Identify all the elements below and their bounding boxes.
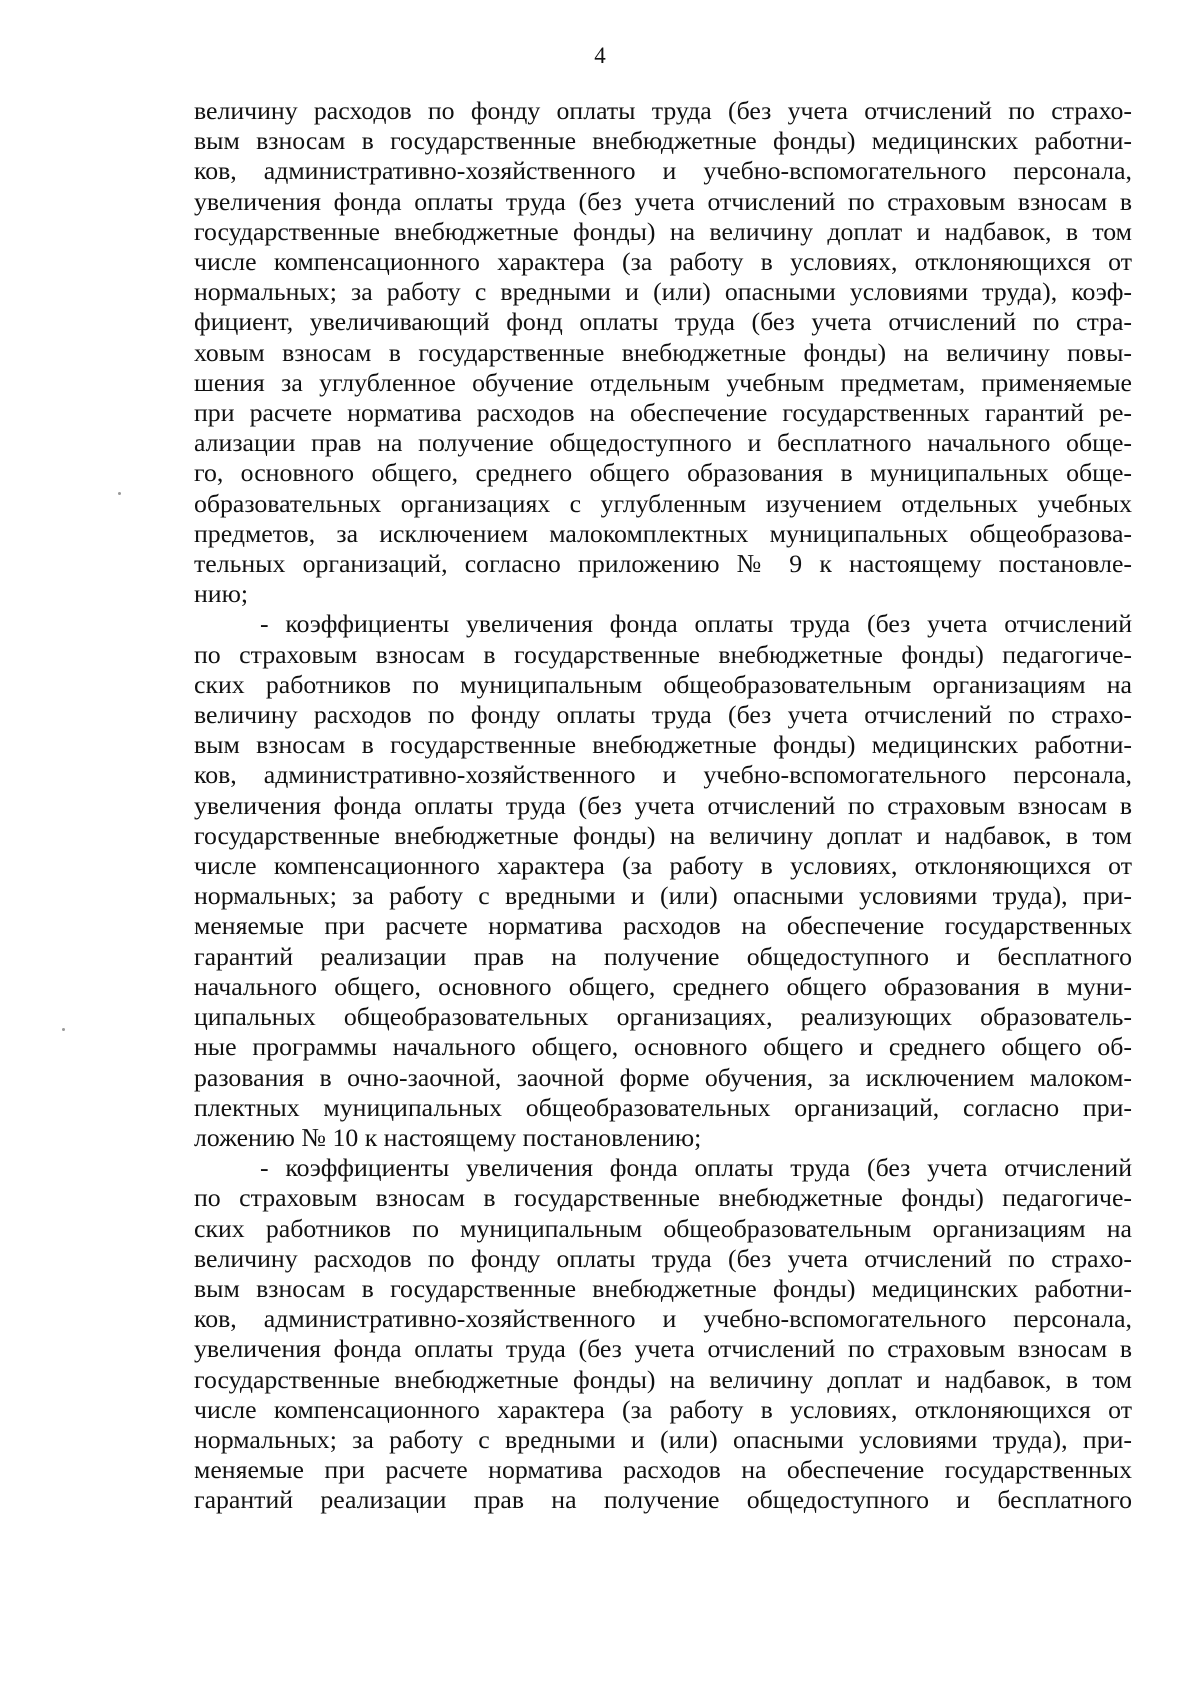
text-line: начального общего, основного общего, среднего общего образования в муни- xyxy=(194,971,1132,1001)
text-line: ков, административно-хозяйственного и учебно-вспомогательного персонала, xyxy=(194,760,1132,790)
text-line: числе компенсационного характера (за работу в условиях, отклоняющихся от xyxy=(194,1394,1132,1424)
text-line: ских работников по муниципальным общеобразовательным организациям на xyxy=(194,669,1132,699)
text-line: гарантий реализации прав на получение общедоступного и бесплатного xyxy=(194,1485,1132,1515)
text-line: по страховым взносам в государственные внебюджетные фонды) педагогиче- xyxy=(194,639,1132,669)
text-line: государственные внебюджетные фонды) на величину доплат и надбавок, в том xyxy=(194,216,1132,246)
text-line: образовательных организациях с углубленным изучением отдельных учебных xyxy=(194,488,1132,518)
text-line: величину расходов по фонду оплаты труда (без учета отчислений по страхо- xyxy=(194,700,1132,730)
text-line: государственные внебюджетные фонды) на величину доплат и надбавок, в том xyxy=(194,1364,1132,1394)
text-line: ков, административно-хозяйственного и учебно-вспомогательного персонала, xyxy=(194,1304,1132,1334)
text-line: ложению № 10 к настоящему постановлению; xyxy=(194,1122,702,1152)
text-line: числе компенсационного характера (за работу в условиях, отклоняющихся от xyxy=(194,247,1132,277)
text-line: ализации прав на получение общедоступного и бесплатного начального обще- xyxy=(194,428,1132,458)
page-number: 4 xyxy=(594,43,606,68)
text-line: меняемые при расчете норматива расходов на обеспечение государственных xyxy=(194,911,1132,941)
text-line: го, основного общего, среднего общего образования в муниципальных обще- xyxy=(194,458,1132,488)
text-line: - коэффициенты увеличения фонда оплаты труда (без учета отчислений xyxy=(260,1153,1132,1183)
text-line: ков, административно-хозяйственного и учебно-вспомогательного персонала, xyxy=(194,156,1132,186)
text-line: тельных организаций, согласно приложению № 9 к настоящему постановле- xyxy=(194,549,1132,579)
text-line: предметов, за исключением малокомплектных муниципальных общеобразова- xyxy=(194,518,1132,548)
text-line: величину расходов по фонду оплаты труда (без учета отчислений по страхо- xyxy=(194,96,1132,125)
text-line: плектных муниципальных общеобразовательных организаций, согласно при- xyxy=(194,1092,1132,1122)
body-text xyxy=(194,96,1132,1516)
text-line: по страховым взносам в государственные внебюджетные фонды) педагогиче- xyxy=(194,1183,1132,1213)
text-line: шения за углубленное обучение отдельным учебным предметам, применяемые xyxy=(194,367,1132,397)
text-line: увеличения фонда оплаты труда (без учета отчислений по страховым взносам в xyxy=(194,790,1132,820)
text-line: нормальных; за работу с вредными и (или) опасными условиями труда), при- xyxy=(194,881,1132,911)
text-line: ные программы начального общего, основного общего и среднего общего об- xyxy=(194,1032,1132,1062)
text-line: увеличения фонда оплаты труда (без учета отчислений по страховым взносам в xyxy=(194,1334,1132,1364)
text-line: меняемые при расчете норматива расходов на обеспечение государственных xyxy=(194,1455,1132,1485)
text-line: ховым взносам в государственные внебюджетные фонды) на величину повы- xyxy=(194,337,1132,367)
text-line: нию; xyxy=(194,579,249,609)
text-line: государственные внебюджетные фонды) на величину доплат и надбавок, в том xyxy=(194,820,1132,850)
text-line: числе компенсационного характера (за работу в условиях, отклоняющихся от xyxy=(194,851,1132,881)
text-line: ципальных общеобразовательных организациях, реализующих образователь- xyxy=(194,1002,1132,1032)
text-line: нормальных; за работу с вредными и (или) опасными условиями труда), коэф- xyxy=(194,277,1132,307)
text-line: вым взносам в государственные внебюджетные фонды) медицинских работни- xyxy=(194,126,1132,156)
scan-speck xyxy=(118,492,121,495)
text-line: гарантий реализации прав на получение общедоступного и бесплатного xyxy=(194,941,1132,971)
text-line: при расчете норматива расходов на обеспечение государственных гарантий ре- xyxy=(194,398,1132,428)
text-line: увеличения фонда оплаты труда (без учета отчислений по страховым взносам в xyxy=(194,186,1132,216)
text-line: величину расходов по фонду оплаты труда (без учета отчислений по страхо- xyxy=(194,1243,1132,1273)
text-line: фициент, увеличивающий фонд оплаты труда (без учета отчислений по стра- xyxy=(194,307,1132,337)
text-line: вым взносам в государственные внебюджетные фонды) медицинских работни- xyxy=(194,730,1132,760)
text-line: разования в очно-заочной, заочной форме обучения, за исключением малоком- xyxy=(194,1062,1132,1092)
scan-speck xyxy=(62,1028,65,1031)
text-line: - коэффициенты увеличения фонда оплаты труда (без учета отчислений xyxy=(260,609,1132,639)
text-line: ских работников по муниципальным общеобразовательным организациям на xyxy=(194,1213,1132,1243)
text-line: вым взносам в государственные внебюджетные фонды) медицинских работни- xyxy=(194,1273,1132,1303)
text-line: нормальных; за работу с вредными и (или) опасными условиями труда), при- xyxy=(194,1424,1132,1454)
